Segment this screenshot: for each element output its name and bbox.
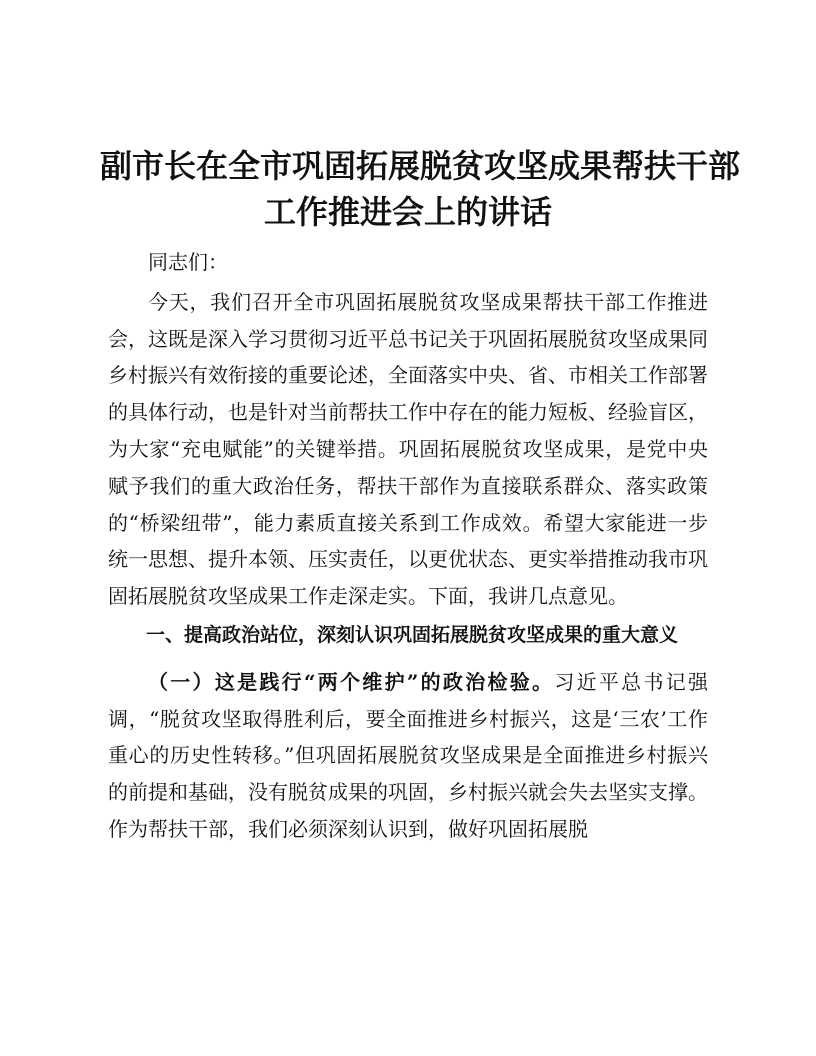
section-1-heading: 一、提高政治站位，深刻认识巩固拓展脱贫攻坚成果的重大意义 <box>146 623 679 646</box>
subsection-1-paragraph <box>108 664 708 848</box>
document-body <box>108 244 708 848</box>
intro-paragraph: 今天，我们召开全市巩固拓展脱贫攻坚成果帮扶干部工作推进会，这既是深入学习贯彻习近平总书记关于巩固拓展脱贫攻坚成果同乡村振兴有效衔接的重要论述，全面落实中央、省、市相关工作部署的具体行动，也是针对当前帮扶工作中存在的能力短板、经验盲区，为大家“充电赋能”的关键举措。巩固拓展脱贫攻坚成果，是党中央赋予我们的重大政治任务，帮扶干部作为直接联系群众、落实政策的“桥梁纽带”，能力素质直接关系到工作成效。希望大家能进一步统一思想、提升本领、压实责任，以更优状态、更实举措推动我市巩固拓展脱贫攻坚成果工作走深走实。下面，我讲几点意见。 <box>108 289 708 609</box>
subsection-1-text: 习近平总书记强调，“脱贫攻坚取得胜利后，要全面推进乡村振兴，这是‘三农’工作重心的历史性转移。”但巩固拓展脱贫攻坚成果是全面推进乡村振兴的前提和基础，没有脱贫成果的巩固，乡村振兴就会失去坚实支撑。作为帮扶干部，我们必须深刻认识到，做好巩固拓展脱 <box>108 669 709 841</box>
subsection-1-heading: （一）这是践行“两个维护”的政治检验。 <box>148 669 555 694</box>
document-title-line-2: 工作推进会上的讲话 <box>263 193 552 231</box>
salutation: 同志们： <box>148 250 228 274</box>
document-title-line-1: 副市长在全市巩固拓展脱贫攻坚成果帮扶干部 <box>100 147 741 185</box>
